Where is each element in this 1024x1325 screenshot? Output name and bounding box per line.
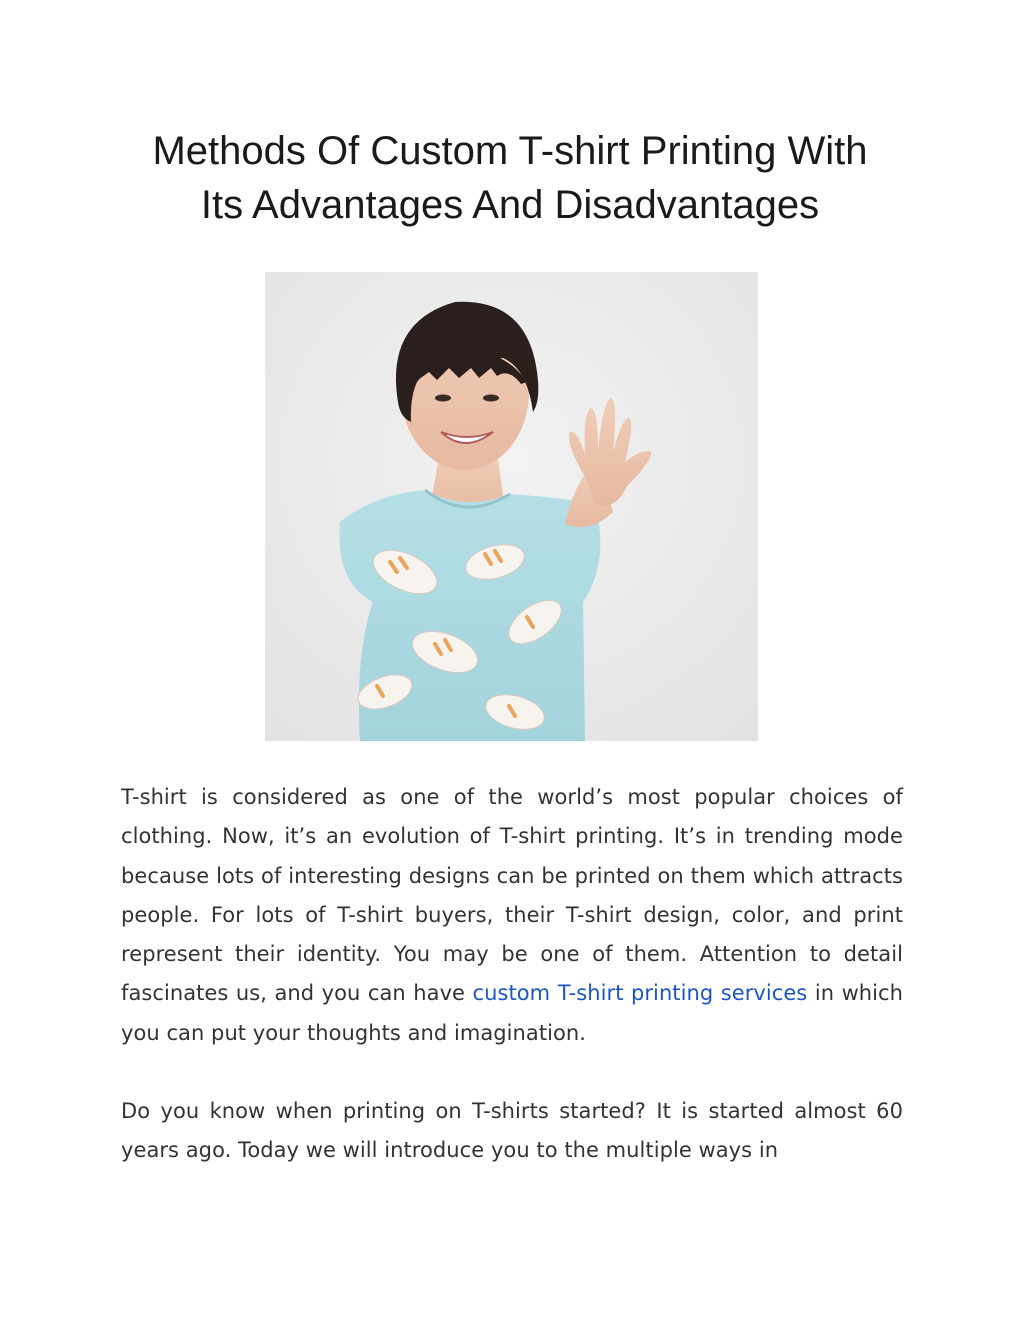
- page-title-line-1: Methods Of Custom T-shirt Printing With: [152, 129, 868, 173]
- intro-text-after-link: in which you can put your thoughts and imagination.: [121, 981, 904, 1045]
- custom-tshirt-printing-link[interactable]: custom T-shirt printing services: [472, 981, 808, 1006]
- history-paragraph: Do you know when printing on T-shirts started? It is started almost 60 years ago. Today we will introduce you to the multiple ways in: [121, 1099, 903, 1163]
- intro-paragraph: [121, 778, 903, 1053]
- page-title-line-2: Its Advantages And Disadvantages: [200, 183, 820, 227]
- intro-text-before-link: T-shirt is considered as one of the world’s most popular choices of clothing. Now, it’s an evolution of T-shirt printing. It’s in trending mode because lots of interesting designs can be printed on them which attracts people. For lots of T-shirt buyers, their T-shirt design, color, and print represent their identity. You may be one of them. Attention to detail fascinates us, and you can have: [121, 785, 903, 1006]
- page-title: [100, 124, 920, 232]
- hero-image: [265, 272, 758, 741]
- hero-illustration: [265, 272, 758, 741]
